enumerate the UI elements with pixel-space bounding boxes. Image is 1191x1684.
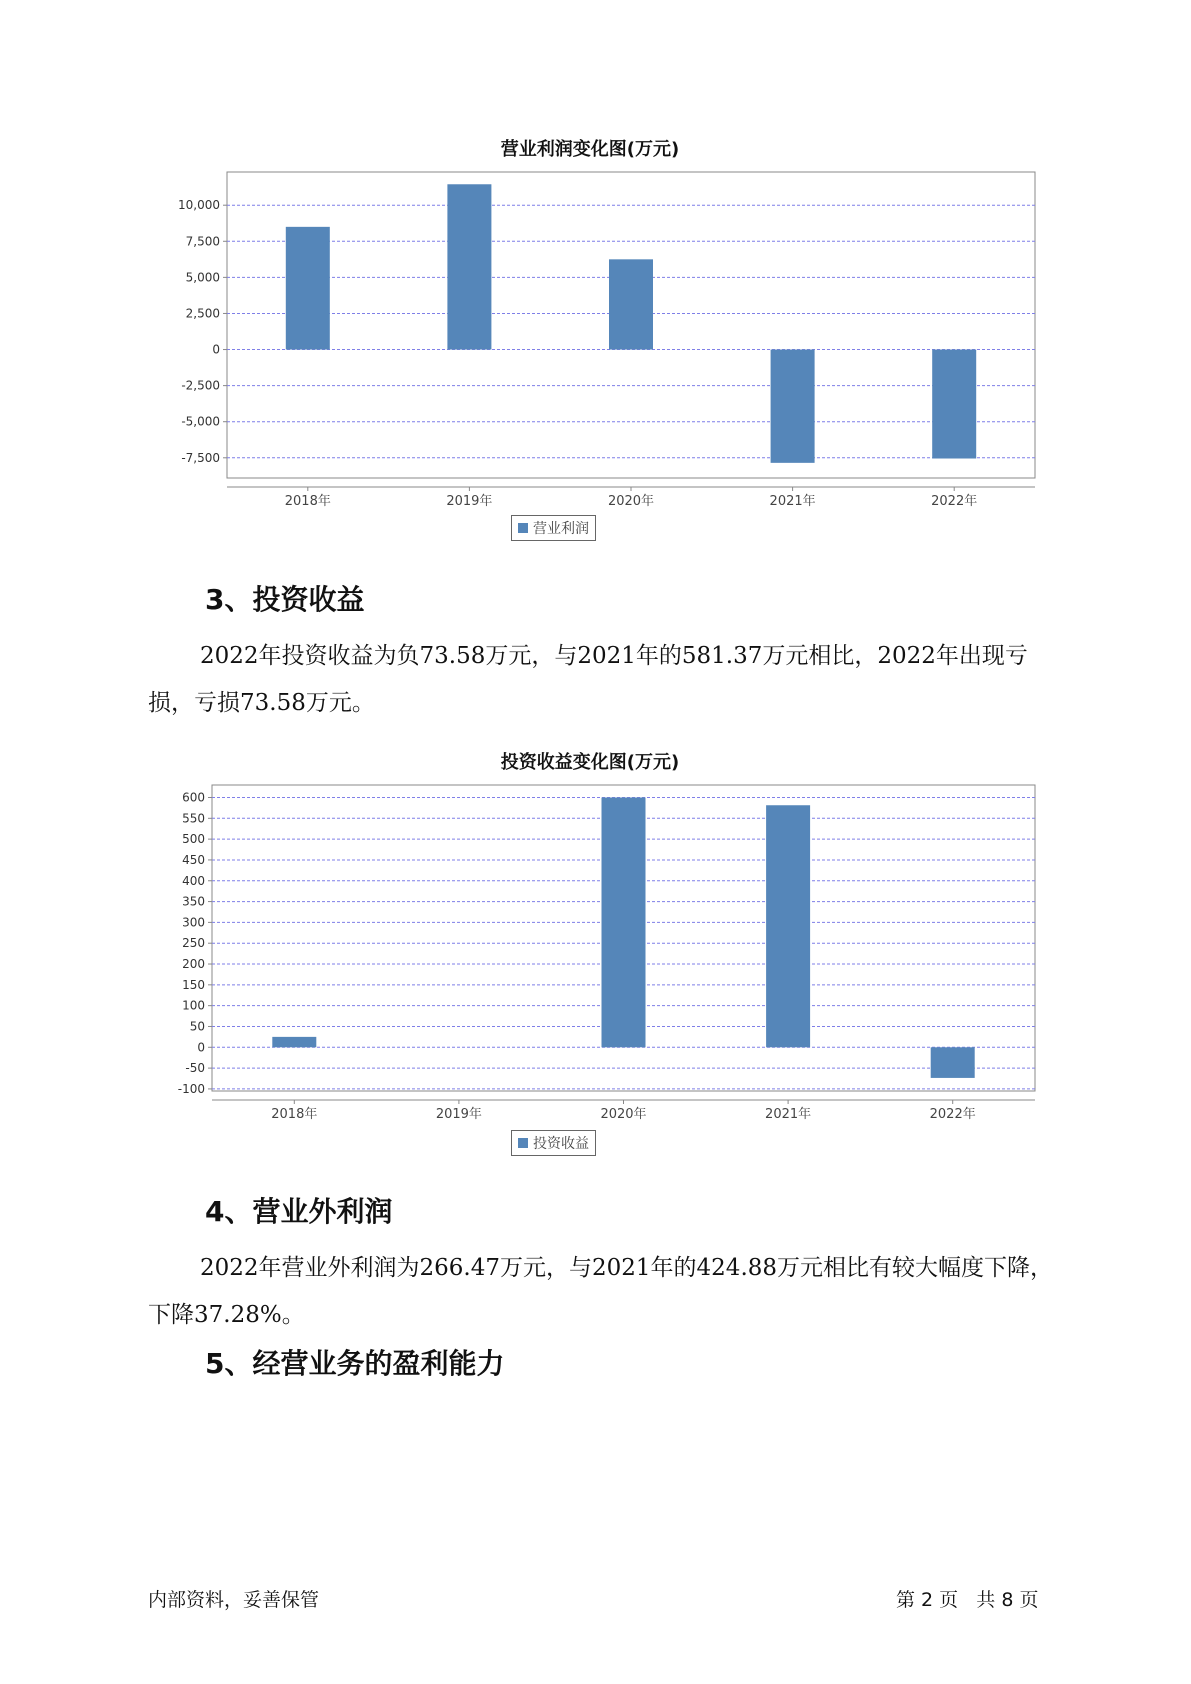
bar xyxy=(272,1037,316,1047)
y-tick-label: -7,500 xyxy=(181,450,220,465)
chart-title: 投资收益变化图(万元) xyxy=(500,752,680,773)
y-tick-label: 200 xyxy=(182,957,205,972)
y-tick-label: 10,000 xyxy=(178,198,220,213)
x-tick-label: 2019年 xyxy=(435,1107,482,1122)
bar xyxy=(931,1047,975,1078)
y-tick-label: 7,500 xyxy=(185,234,220,249)
y-tick-label: -100 xyxy=(177,1081,205,1096)
y-tick-label: 150 xyxy=(182,977,205,992)
y-tick-label: 100 xyxy=(182,998,205,1013)
y-tick-label: 500 xyxy=(182,832,205,847)
x-tick-label: 2022年 xyxy=(931,494,978,509)
bar xyxy=(932,350,976,459)
y-tick-label: -50 xyxy=(185,1061,205,1076)
bar xyxy=(766,805,810,1047)
chart-title: 营业利润变化图(万元) xyxy=(500,139,680,160)
x-tick-label: 2021年 xyxy=(765,1107,812,1122)
y-tick-label: 300 xyxy=(182,915,205,930)
investment-income-chart xyxy=(140,748,1040,1168)
x-tick-label: 2021年 xyxy=(769,494,816,509)
section-heading-profitability: 5、经营业务的盈利能力 xyxy=(205,1347,505,1380)
bar xyxy=(771,350,815,463)
section-heading-investment-income: 3、投资收益 xyxy=(205,583,365,616)
chart-legend xyxy=(511,1130,596,1156)
y-tick-label: 0 xyxy=(212,342,220,357)
x-tick-label: 2018年 xyxy=(271,1107,318,1122)
x-tick-label: 2020年 xyxy=(607,494,655,509)
legend-swatch xyxy=(518,1138,528,1148)
bar xyxy=(286,227,330,350)
y-tick-label: 250 xyxy=(182,936,205,951)
bar xyxy=(447,184,491,349)
y-tick-label: 2,500 xyxy=(185,306,220,321)
y-tick-label: 5,000 xyxy=(185,270,220,285)
y-tick-label: 50 xyxy=(189,1019,205,1034)
section-body-non-operating-profit: 2022年营业外利润为266.47万元，与2021年的424.88万元相比有较大幅度下降，下降37.28%。 xyxy=(148,1255,1054,1328)
y-tick-label: 550 xyxy=(182,811,205,826)
legend-label: 营业利润 xyxy=(533,521,589,537)
section-body-investment-income: 2022年投资收益为负73.58万元，与2021年的581.37万元相比，2022年出现亏损，亏损73.58万元。 xyxy=(148,643,1028,716)
footer-page-number: 第 2 页 共 8 页 xyxy=(896,1589,1039,1611)
y-tick-label: 450 xyxy=(182,852,205,867)
chart-legend xyxy=(511,515,596,541)
y-tick-label: -5,000 xyxy=(181,414,220,429)
operating-profit-chart xyxy=(140,135,1040,555)
y-tick-label: 0 xyxy=(197,1040,205,1055)
legend-swatch xyxy=(518,523,528,533)
legend-label: 投资收益 xyxy=(533,1136,589,1152)
footer-left: 内部资料，妥善保管 xyxy=(148,1589,320,1611)
bar xyxy=(602,797,646,1047)
chart-plot xyxy=(140,748,1040,1148)
chart-plot xyxy=(140,135,1040,535)
y-tick-label: 350 xyxy=(182,894,205,909)
section-heading-non-operating-profit: 4、营业外利润 xyxy=(205,1195,393,1228)
y-tick-label: 600 xyxy=(182,790,205,805)
bar xyxy=(609,259,653,349)
x-tick-label: 2020年 xyxy=(600,1107,647,1122)
y-tick-label: -2,500 xyxy=(181,378,220,393)
x-tick-label: 2022年 xyxy=(929,1107,976,1122)
x-tick-label: 2018年 xyxy=(284,494,331,509)
x-tick-label: 2019年 xyxy=(446,494,493,509)
y-tick-label: 400 xyxy=(182,873,205,888)
